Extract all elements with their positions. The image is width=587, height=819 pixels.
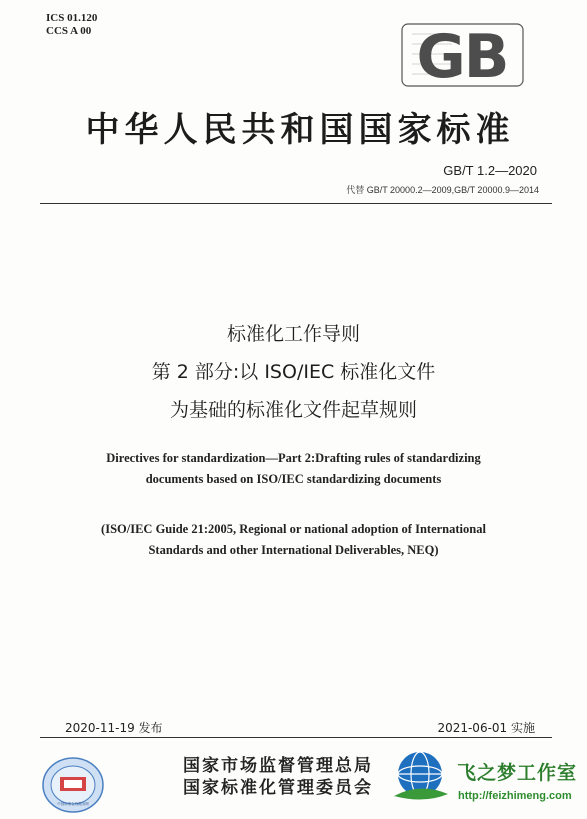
ccs-code: CCS A 00 bbox=[46, 25, 92, 37]
ics-codes bbox=[46, 12, 97, 38]
title-cn-line2: 第 2 部分:以 ISO/IEC 标准化文件 bbox=[151, 361, 436, 383]
issuer-line1: 国家市场监督管理总局 bbox=[183, 756, 373, 776]
title-cn-line1: 标准化工作导则 bbox=[226, 323, 360, 345]
implement-date: 2021-06-01 实施 bbox=[437, 721, 535, 735]
adoption-line2: Standards and other International Deliverables, NEQ) bbox=[148, 543, 439, 557]
watermark-brand: 飞之梦工作室 bbox=[457, 762, 578, 784]
watermark-url[interactable]: http://feizhimeng.com bbox=[458, 790, 572, 802]
gb-logo bbox=[400, 22, 525, 88]
adoption-line1: (ISO/IEC Guide 21:2005, Regional or national adoption of International bbox=[101, 522, 486, 536]
title-en-line1: Directives for standardization—Part 2:Drafting rules of standardizing bbox=[106, 451, 481, 465]
ics-code: ICS 01.120 bbox=[46, 12, 98, 24]
title-cn-line3: 为基础的标准化文件起草规则 bbox=[169, 399, 417, 421]
page-title: 中华人民共和国国家标准 bbox=[85, 110, 515, 150]
issuer-line2: 国家标准化管理委员会 bbox=[183, 778, 373, 798]
globe-icon bbox=[390, 746, 450, 806]
replaces-note: 代替 GB/T 20000.2—2009,GB/T 20000.9—2014 bbox=[346, 185, 539, 195]
footer-divider bbox=[40, 737, 552, 738]
title-en-line2: documents based on ISO/IEC standardizing documents bbox=[145, 472, 442, 486]
seal-logo bbox=[40, 755, 106, 815]
standard-number: GB/T 1.2—2020 bbox=[443, 163, 537, 178]
header-divider bbox=[40, 203, 552, 204]
issue-date: 2020-11-19 发布 bbox=[65, 721, 163, 735]
gb-logo-text: GB bbox=[416, 22, 508, 88]
seal-caption: 中国标准在线服务网 bbox=[57, 802, 89, 806]
